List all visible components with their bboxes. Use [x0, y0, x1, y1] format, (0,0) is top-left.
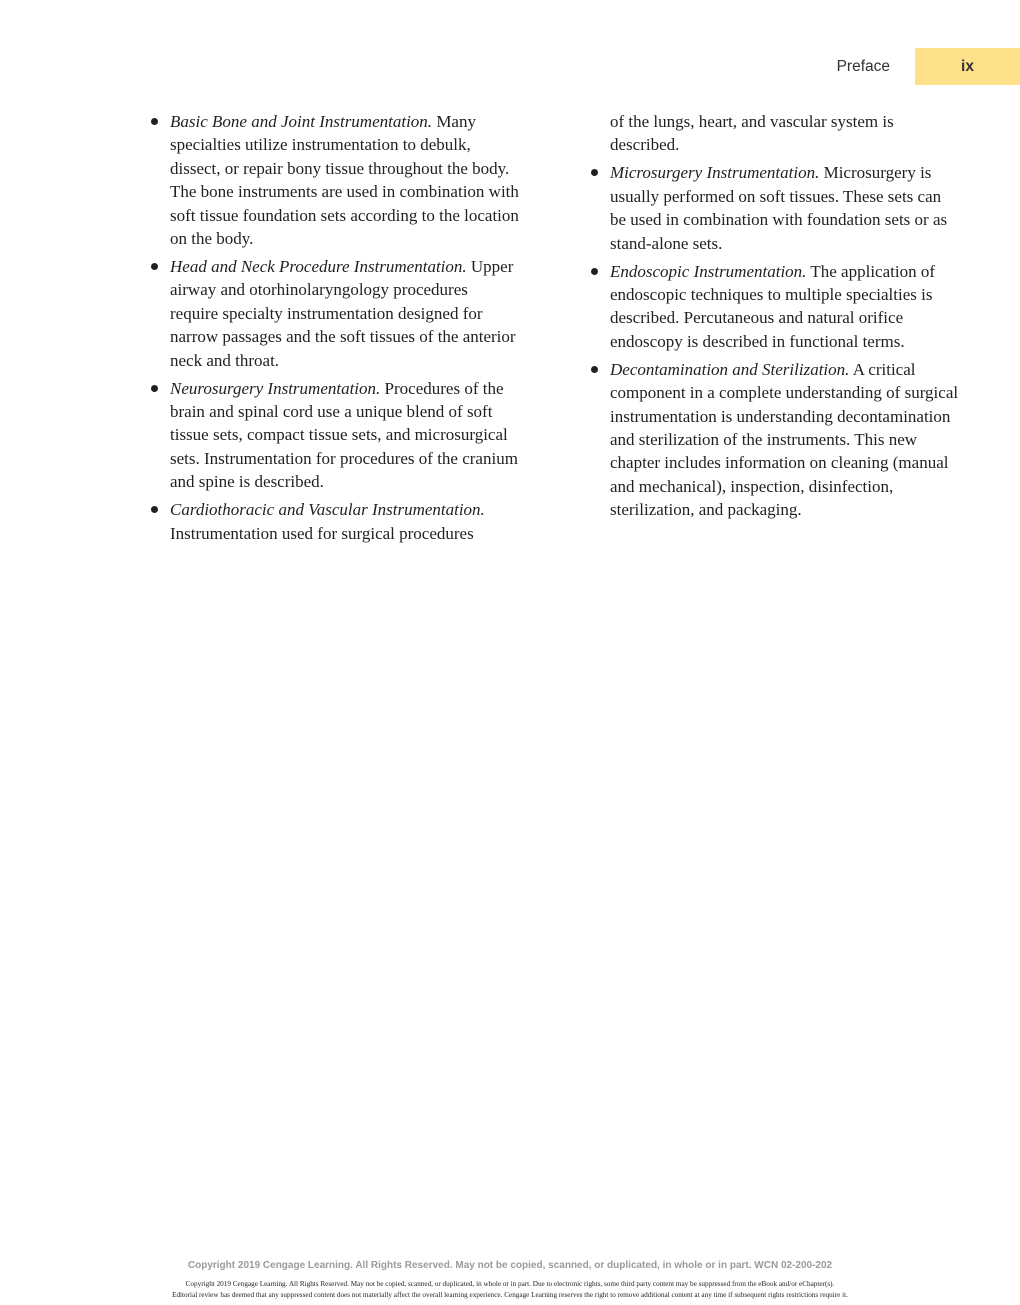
copyright-fine-line: Editorial review has deemed that any suppressed content does not materially affect the overall learning experience. Cengage Learning reserves the right to remove additional content at any time if subsequent rights restrictions require it.: [172, 1290, 848, 1299]
item-body: The application of endoscopic techniques to multiple specialties is described. Percutaneous and natural orifice endoscopy is described in functional terms.: [610, 261, 935, 351]
list-item: [590, 260, 960, 354]
continued-text: of the lungs, heart, and vascular system is described.: [610, 112, 894, 155]
copyright-fine-print: [0, 1279, 1020, 1300]
bullet-icon: [591, 268, 598, 275]
item-body: Instrumentation used for surgical procedures: [170, 523, 474, 543]
bullet-icon: [591, 169, 598, 176]
bullet-icon: [151, 385, 158, 392]
list-item: [590, 358, 960, 522]
bullet-list: [590, 161, 960, 521]
item-title: Basic Bone and Joint Instrumentation.: [170, 112, 433, 131]
item-title: Cardiothoracic and Vascular Instrumentation.: [170, 500, 485, 520]
section-title: Preface: [836, 57, 890, 75]
bullet-list: [150, 110, 520, 545]
item-body: A critical component in a complete understanding of surgical instrumentation is understanding decontamination and sterilization of the instruments. This new chapter includes information on cleaning (manual and mechanical), inspection, disinfection, sterilization, and packaging.: [610, 359, 959, 520]
item-body: Upper airway and otorhinolaryngology procedures require specialty instrumentation designed for narrow passages and the soft tissues of the anterior neck and throat.: [170, 257, 516, 370]
left-column: [150, 110, 520, 550]
list-item: [150, 498, 520, 545]
bullet-icon: [151, 506, 158, 513]
bullet-icon: [591, 366, 598, 373]
list-item: [150, 377, 520, 494]
item-title: Microsurgery Instrumentation.: [610, 163, 820, 183]
running-header: [837, 48, 1020, 85]
copyright-notice: Copyright 2019 Cengage Learning. All Rights Reserved. May not be copied, scanned, or duplicated, in whole or in part. WCN 02-200-202: [187, 1260, 833, 1271]
item-body: Many specialties utilize instrumentation to debulk, dissect, or repair bony tissue throughout the body. The bone instruments are used in combination with soft tissue foundation sets according to the location on the body.: [170, 112, 519, 249]
list-item: [590, 161, 960, 255]
item-title: Head and Neck Procedure Instrumentation.: [170, 257, 467, 277]
bullet-icon: [151, 263, 158, 270]
list-item: [150, 110, 520, 250]
copyright-fine-line: Copyright 2019 Cengage Learning. All Rights Reserved. May not be copied, scanned, or duplicated, in whole or in part. Due to electronic rights, some third party content may be suppressed from the eBook and/or eChapter(s).: [185, 1280, 835, 1288]
bullet-icon: [151, 118, 158, 125]
item-title: Neurosurgery Instrumentation.: [170, 378, 381, 398]
right-column: [590, 110, 960, 526]
item-body: Procedures of the brain and spinal cord use a unique blend of soft tissue sets, compact tissue sets, and microsurgical sets. Instrumentation for procedures of the cranium and spine is described.: [170, 378, 518, 492]
page-number-tab: ix: [915, 48, 1020, 85]
list-item: [150, 255, 520, 372]
item-title: Endoscopic Instrumentation.: [610, 261, 807, 281]
item-title: Decontamination and Sterilization.: [610, 359, 850, 379]
item-body: Microsurgery is usually performed on soft tissues. These sets can be used in combination with foundation sets or as stand-alone sets.: [610, 163, 948, 253]
